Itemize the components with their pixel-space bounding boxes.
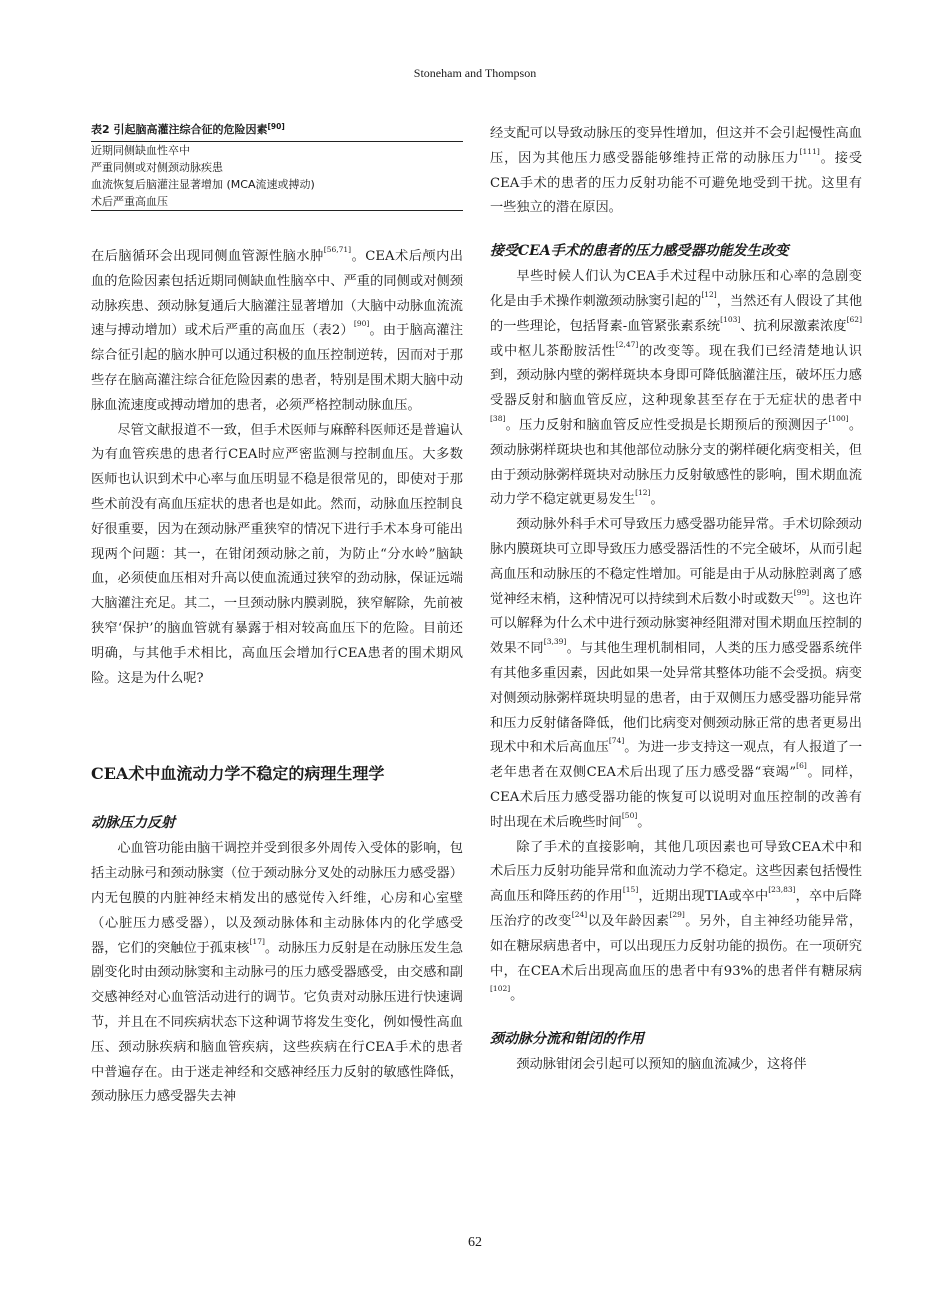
page-number: 62	[468, 1235, 482, 1250]
body-paragraph: 颈动脉外科手术可导致压力感受器功能异常。手术切除颈动脉内膜斑块可立即导致压力感受器活性的不完全破坏，从而引起高血压和动脉压的不稳定性增加。可能是由于从动脉腔剥离了感觉神经末梢，这种情况可以持续到术后数小时或数天[99]。这也许可以解释为什么术中进行颈动脉窦神经阻滞对围术期血压控制的效果不同[3,39]。与其他生理机制相同，人类的压力感受器系统伴有其他多重因素，因此如果一处异常其整体功能不会受损。病变对侧颈动脉粥样斑块明显的患者，由于双侧压力感受器功能异常和压力反射储备降低，他们比病变对侧颈动脉正常的患者更易出现术中和术后高血压[74]。为进一步支持这一观点，有人报道了一老年患者在双侧CEA术后出现了压力感受器“衰竭”[6]。同样，CEA术后压力感受器功能的恢复可以说明对血压控制的改善有时出现在术后晚些时间[50]。	[490, 517, 863, 830]
right-column	[490, 122, 862, 1078]
table-row: 近期同侧缺血性卒中	[91, 144, 190, 157]
subsection-heading: 动脉压力反射	[91, 815, 175, 832]
body-paragraph: 颈动脉钳闭会引起可以预知的脑血流减少，这将伴	[516, 1057, 807, 1073]
body-paragraph: 尽管文献报道不一致，但手术医师与麻醉科医师还是普遍认为有血管疾患的患者行CEA时应严密监测与控制血压。大多数医师也认识到术中心率与血压明显不稳是很常见的，即使对于那些术前没有高血压症状的患者也是如此。然而，动脉血压控制良好很重要，因为在颈动脉严重狭窄的情况下进行手术本身可能出现两个问题：其一，在钳闭颈动脉之前，为防止“分水岭”脑缺血，必须使血压相对升高以使血流通过狭窄的劲动脉，保证远端大脑灌注充足。其二，一旦颈动脉内膜剥脱，狭窄解除，先前被狭窄‘保护’的脑血管就有暴露于相对较高血压下的危险。目前还明确，与其他手术相比，高血压会增加行CEA患者的围术期风险。这是为什么呢?	[91, 422, 463, 686]
subsection-heading: 接受CEA手术的患者的压力感受器功能发生改变	[490, 243, 789, 260]
body-paragraph: 在后脑循环会出现同侧血管源性脑水肿[56,71]。CEA术后颅内出血的危险因素包括近期同侧缺血性脑卒中、严重的同侧或对侧颈动脉疾患、颈动脉复通后大脑灌注显著增加（大脑中动脉血流流速与搏动增加）或术后严重的高血压（表2）[90]。由于脑高灌注综合征引起的脑水肿可以通过积极的血压控制逆转，因而对于那些存在脑高灌注综合征危险因素的患者，特别是围术期大脑中动脉血流速度或搏动增加的患者，必须严格控制动脉血压。	[91, 245, 464, 413]
body-paragraph: 经支配可以导致动脉压的变异性增加，但这并不会引起慢性高血压，因为其他压力感受器能够维持正常的动脉压力[111]。接受CEA手术的患者的压力反射功能不可避免地受到干扰。这里有一些独立的潜在原因。	[490, 126, 863, 216]
table-title: 表2 引起脑高灌注综合征的危险因素[90]	[91, 122, 463, 142]
risk-factor-table	[91, 122, 463, 211]
table-row: 严重同侧或对侧颈动脉疾患	[91, 161, 223, 174]
body-paragraph: 早些时候人们认为CEA手术过程中动脉压和心率的急剧变化是由手术操作刺激颈动脉窦引起的[12]，当然还有人假设了其他的一些理论，包括肾素-血管紧张素系统[103]、抗利尿激素浓度[62]或中枢儿茶酚胺活性[2,47]的改变等。现在我们已经清楚地认识到，颈动脉内壁的粥样斑块本身即可降低脑灌注压，破坏压力感受器反射和脑血管反应，这种现象甚至存在于无症状的患者中[38]。压力反射和脑血管反应性受损是长期预后的预测因子[100]。颈动脉粥样斑块也和其他部位动脉分支的粥样硬化病变相关，但由于颈动脉粥样斑块对动脉压力反射敏感性的影响，围术期血流动力学不稳定就更易发生[12]。	[490, 269, 863, 508]
left-column	[91, 122, 463, 1110]
section-heading: CEA术中血流动力学不稳定的病理生理学	[91, 764, 385, 784]
body-paragraph: 除了手术的直接影响，其他几项因素也可导致CEA术中和术后压力反射功能异常和血流动力学不稳定。这些因素包括慢性高血压和降压药的作用[15]，近期出现TIA或卒中[23,83]，卒中后降压治疗的改变[24]以及年龄因素[29]。另外，自主神经功能异常，如在糖尿病患者中，可以出现压力反射功能的损伤。在一项研究中，在CEA术后出现高血压的患者中有93%的患者伴有糖尿病[102]。	[490, 839, 863, 1004]
body-paragraph: 心血管功能由脑干调控并受到很多外周传入受体的影响，包括主动脉弓和颈动脉窦（位于颈动脉分叉处的动脉压力感受器）内无包膜的内脏神经末梢发出的感觉传入纤维，心房和心室壁（心脏压力感受器），以及颈动脉体和主动脉体内的化学感受器，它们的突触位于孤束核[17]。动脉压力反射是在动脉压发生急剧变化时由颈动脉窦和主动脉弓的压力感受器感受，由交感和副交感神经对心血管活动进行的调节。它负责对动脉压进行快速调节，并且在不同疾病状态下这种调节将发生变化，例如慢性高血压、颈动脉疾病和脑血管疾病，这些疾病在行CEA手术的患者中普遍存在。由于迷走神经和交感神经压力反射的敏感性降低，颈动脉压力感受器失去神	[91, 841, 464, 1105]
table-row: 血流恢复后脑灌注显著增加 (MCA流速或搏动)	[91, 178, 315, 191]
table-row: 术后严重高血压	[91, 193, 463, 211]
subsection-heading: 颈动脉分流和钳闭的作用	[490, 1031, 644, 1048]
running-head: Stoneham and Thompson	[413, 66, 537, 80]
